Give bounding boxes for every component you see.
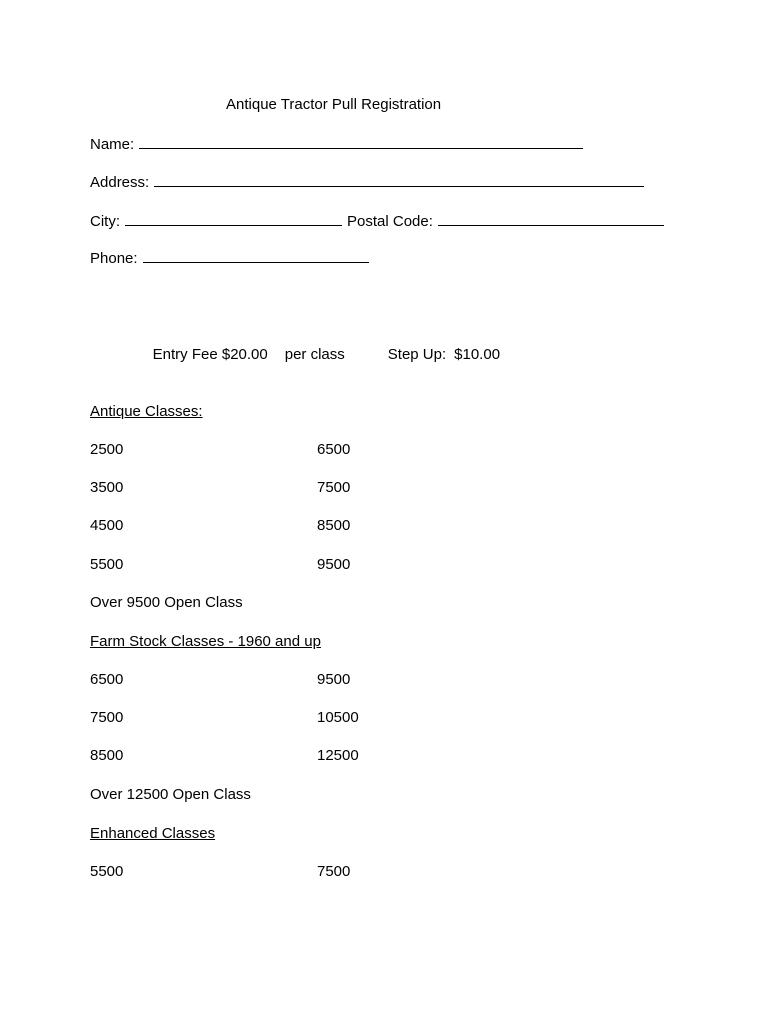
class-item: 9500 [317, 671, 351, 688]
class-item: 3500 [90, 479, 124, 496]
step-up-label: Step Up: [387, 346, 447, 363]
city-label: City: [90, 213, 120, 230]
class-item: 4500 [90, 517, 124, 534]
class-item: 9500 [317, 556, 351, 573]
phone-label: Phone: [90, 250, 138, 267]
name-row [90, 134, 583, 155]
class-item: 5500 [90, 863, 124, 880]
address-label: Address: [90, 174, 150, 191]
form-title: Antique Tractor Pull Registration [226, 96, 442, 113]
antique-classes-heading: Antique Classes: [90, 403, 203, 420]
class-item: 6500 [317, 441, 351, 458]
enhanced-classes-heading: Enhanced Classes [90, 825, 216, 842]
phone-field[interactable] [143, 248, 369, 263]
city-field[interactable] [125, 211, 342, 226]
postal-code-field[interactable] [438, 211, 664, 226]
name-label: Name: [90, 136, 135, 153]
class-item: 12500 [317, 747, 359, 764]
class-item: 8500 [90, 747, 124, 764]
phone-row [90, 248, 369, 269]
class-item: 5500 [90, 556, 124, 573]
address-field[interactable] [154, 172, 644, 187]
city-postal-row [90, 211, 664, 232]
class-item: 6500 [90, 671, 124, 688]
antique-open-class: Over 9500 Open Class [90, 594, 243, 611]
class-item: 7500 [90, 709, 124, 726]
farm-stock-classes-heading: Farm Stock Classes - 1960 and up [90, 633, 321, 650]
fee-line [136, 325, 500, 385]
postal-code-label: Postal Code: [347, 213, 433, 230]
class-item: 7500 [317, 863, 351, 880]
address-row [90, 172, 644, 193]
name-field[interactable] [139, 134, 583, 149]
class-item: 7500 [317, 479, 351, 496]
class-item: 2500 [90, 441, 124, 458]
entry-fee: Entry Fee $20.00 [152, 346, 268, 363]
farm-stock-open-class: Over 12500 Open Class [90, 786, 251, 803]
per-class: per class [284, 346, 345, 363]
step-up-value: $10.00 [454, 346, 501, 363]
class-item: 8500 [317, 517, 351, 534]
class-item: 10500 [317, 709, 359, 726]
